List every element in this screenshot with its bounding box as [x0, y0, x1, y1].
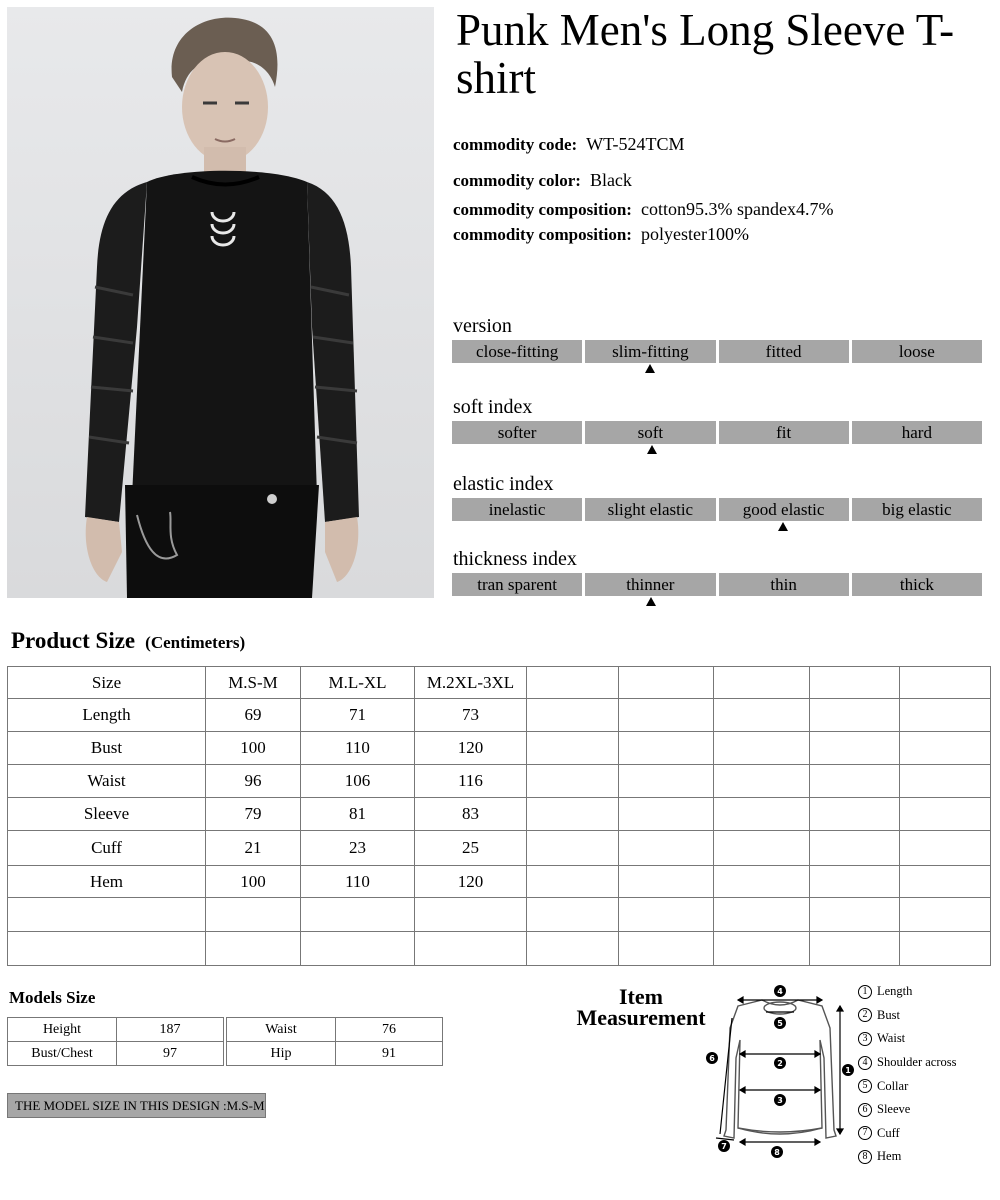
table-cell: Sleeve — [8, 798, 206, 831]
legend-number-icon: 2 — [858, 1008, 872, 1022]
item-measurement-title-line1: Item — [619, 984, 663, 1009]
table-cell — [714, 732, 810, 765]
diagram-label-7: 7 — [721, 1142, 727, 1151]
legend-item — [858, 1004, 957, 1028]
measurement-legend — [858, 980, 957, 1169]
table-cell: 100 — [206, 732, 301, 765]
table-cell: 97 — [117, 1042, 224, 1066]
table-cell — [415, 932, 527, 966]
table-cell — [810, 667, 900, 699]
legend-item — [858, 1122, 957, 1146]
table-cell — [810, 866, 900, 898]
table-cell — [619, 732, 714, 765]
elastic-index-title: elastic index — [453, 473, 554, 495]
table-cell — [900, 898, 991, 932]
table-cell — [810, 932, 900, 966]
table-cell — [527, 798, 619, 831]
table-cell — [810, 831, 900, 866]
legend-item — [858, 980, 957, 1004]
table-cell: 106 — [301, 765, 415, 798]
table-cell — [810, 699, 900, 732]
table-cell — [900, 732, 991, 765]
table-cell — [714, 898, 810, 932]
table-cell: 81 — [301, 798, 415, 831]
table-row — [8, 898, 991, 932]
table-row — [8, 831, 991, 866]
table-cell — [714, 798, 810, 831]
legend-label: Sleeve — [877, 1102, 911, 1117]
table-cell — [527, 699, 619, 732]
table-cell: 96 — [206, 765, 301, 798]
thickness-index-option: thin — [719, 573, 849, 596]
table-cell: 83 — [415, 798, 527, 831]
legend-number-icon: 8 — [858, 1150, 872, 1164]
table-cell — [206, 932, 301, 966]
product-photo — [7, 7, 434, 598]
table-header-cell: M.L-XL — [301, 667, 415, 699]
version-selected-marker-icon — [645, 364, 655, 373]
elastic-index-option: inelastic — [452, 498, 582, 521]
legend-label: Length — [877, 984, 913, 999]
table-cell — [619, 699, 714, 732]
info-label: commodity composition: — [453, 225, 632, 244]
product-size-heading — [11, 628, 245, 654]
table-cell — [900, 798, 991, 831]
info-composition-2 — [453, 224, 749, 245]
table-row — [8, 732, 991, 765]
product-size-title: Product Size — [11, 628, 136, 653]
table-cell — [8, 898, 206, 932]
info-label: commodity color: — [453, 171, 581, 190]
garment-diagram — [700, 978, 860, 1168]
table-cell: Bust — [8, 732, 206, 765]
legend-label: Shoulder across — [877, 1055, 957, 1070]
table-cell: Cuff — [8, 831, 206, 866]
legend-number-icon: 5 — [858, 1079, 872, 1093]
soft-index-option: fit — [719, 421, 849, 444]
table-cell — [900, 932, 991, 966]
table-cell — [714, 866, 810, 898]
table-cell: 71 — [301, 699, 415, 732]
diagram-label-6: 6 — [709, 1054, 715, 1063]
diagram-label-1: 1 — [845, 1066, 851, 1075]
table-cell: Hem — [8, 866, 206, 898]
table-cell: 187 — [117, 1018, 224, 1042]
table-cell: 21 — [206, 831, 301, 866]
table-row — [8, 699, 991, 732]
table-cell — [810, 732, 900, 765]
product-size-table — [7, 666, 991, 966]
elastic-index-selected-marker-icon — [778, 522, 788, 531]
legend-item — [858, 1027, 957, 1051]
table-cell: Waist — [227, 1018, 336, 1042]
diagram-label-5: 5 — [777, 1019, 783, 1028]
table-cell — [527, 932, 619, 966]
table-row — [8, 798, 991, 831]
version-option: loose — [852, 340, 982, 363]
table-cell — [900, 667, 991, 699]
legend-item — [858, 1145, 957, 1169]
thickness-index-option: thick — [852, 573, 982, 596]
legend-number-icon: 6 — [858, 1103, 872, 1117]
table-cell — [527, 866, 619, 898]
model-size-note: THE MODEL SIZE IN THIS DESIGN :M.S-M — [7, 1093, 266, 1118]
legend-item — [858, 1074, 957, 1098]
version-scale — [452, 340, 982, 363]
table-header-cell: M.S-M — [206, 667, 301, 699]
item-measurement-title — [562, 986, 720, 1028]
soft-index-title: soft index — [453, 396, 533, 418]
table-row — [8, 765, 991, 798]
table-cell: Length — [8, 699, 206, 732]
table-header-cell: Size — [8, 667, 206, 699]
table-cell — [619, 798, 714, 831]
info-composition-1 — [453, 199, 833, 220]
legend-number-icon: 3 — [858, 1032, 872, 1046]
table-cell — [619, 932, 714, 966]
legend-item — [858, 1098, 957, 1122]
table-row — [8, 1042, 224, 1066]
table-cell — [714, 932, 810, 966]
table-cell: 100 — [206, 866, 301, 898]
table-cell: 23 — [301, 831, 415, 866]
legend-label: Bust — [877, 1007, 900, 1022]
soft-index-option: soft — [585, 421, 715, 444]
shirt-outline-icon — [700, 978, 860, 1163]
table-cell — [619, 765, 714, 798]
thickness-index-selected-marker-icon — [646, 597, 656, 606]
legend-number-icon: 4 — [858, 1056, 872, 1070]
info-value: polyester100% — [640, 224, 749, 244]
table-cell — [810, 798, 900, 831]
table-cell: 76 — [336, 1018, 443, 1042]
table-cell — [619, 831, 714, 866]
table-cell — [301, 898, 415, 932]
table-cell: 79 — [206, 798, 301, 831]
product-size-unit: (Centimeters) — [145, 633, 246, 652]
item-measurement-title-line2: Measurement — [576, 1005, 706, 1030]
thickness-index-scale — [452, 573, 982, 596]
table-cell — [714, 699, 810, 732]
table-cell — [527, 765, 619, 798]
info-value: cotton95.3% spandex4.7% — [640, 199, 834, 219]
table-cell: 73 — [415, 699, 527, 732]
product-title: Punk Men's Long Sleeve T-shirt — [456, 5, 955, 103]
table-cell — [527, 667, 619, 699]
table-cell: 91 — [336, 1042, 443, 1066]
table-cell — [900, 866, 991, 898]
table-cell: Bust/Chest — [8, 1042, 117, 1066]
table-cell — [810, 898, 900, 932]
table-cell: 120 — [415, 866, 527, 898]
table-row — [227, 1018, 443, 1042]
elastic-index-scale — [452, 498, 982, 521]
models-table-left — [7, 1017, 224, 1066]
info-label: commodity composition: — [453, 200, 632, 219]
table-cell — [714, 831, 810, 866]
table-cell — [527, 732, 619, 765]
table-row — [8, 1018, 224, 1042]
legend-label: Hem — [877, 1149, 902, 1164]
table-cell — [900, 699, 991, 732]
table-cell: Waist — [8, 765, 206, 798]
model-illustration — [7, 7, 434, 598]
table-header-row — [8, 667, 991, 699]
info-color — [453, 170, 632, 191]
table-cell — [619, 898, 714, 932]
table-cell — [415, 898, 527, 932]
table-cell: 116 — [415, 765, 527, 798]
table-cell: 25 — [415, 831, 527, 866]
table-cell: Height — [8, 1018, 117, 1042]
version-option: close-fitting — [452, 340, 582, 363]
table-cell — [8, 932, 206, 966]
table-cell: 110 — [301, 732, 415, 765]
version-option: slim-fitting — [585, 340, 715, 363]
legend-label: Cuff — [877, 1125, 900, 1140]
table-cell — [527, 898, 619, 932]
version-option: fitted — [719, 340, 849, 363]
elastic-index-option: slight elastic — [585, 498, 715, 521]
models-table-right — [226, 1017, 443, 1066]
soft-index-scale — [452, 421, 982, 444]
diagram-label-3: 3 — [777, 1096, 783, 1105]
info-value: WT-524TCM — [586, 134, 685, 154]
table-cell — [206, 898, 301, 932]
table-cell — [301, 932, 415, 966]
diagram-label-2: 2 — [777, 1059, 783, 1068]
soft-index-selected-marker-icon — [647, 445, 657, 454]
table-row — [8, 866, 991, 898]
table-cell — [810, 765, 900, 798]
table-row — [227, 1042, 443, 1066]
thickness-index-title: thickness index — [453, 548, 577, 570]
table-cell: 69 — [206, 699, 301, 732]
info-code — [453, 134, 685, 155]
soft-index-option: hard — [852, 421, 982, 444]
legend-number-icon: 7 — [858, 1126, 872, 1140]
thickness-index-option: tran sparent — [452, 573, 582, 596]
table-header-cell: M.2XL-3XL — [415, 667, 527, 699]
legend-item — [858, 1051, 957, 1075]
table-cell — [619, 866, 714, 898]
table-cell: 120 — [415, 732, 527, 765]
info-value: Black — [589, 170, 632, 190]
table-cell — [714, 667, 810, 699]
table-cell — [900, 765, 991, 798]
legend-label: Collar — [877, 1078, 909, 1093]
legend-label: Waist — [877, 1031, 906, 1046]
soft-index-option: softer — [452, 421, 582, 444]
table-cell: Hip — [227, 1042, 336, 1066]
table-row — [8, 932, 991, 966]
table-cell: 110 — [301, 866, 415, 898]
diagram-label-8: 8 — [774, 1148, 780, 1157]
info-label: commodity code: — [453, 135, 578, 154]
thickness-index-option: thinner — [585, 573, 715, 596]
version-title: version — [453, 315, 512, 337]
table-cell — [714, 765, 810, 798]
elastic-index-option: good elastic — [719, 498, 849, 521]
table-cell — [900, 831, 991, 866]
table-cell — [527, 831, 619, 866]
table-cell — [619, 667, 714, 699]
diagram-label-4: 4 — [777, 987, 783, 996]
models-size-title: Models Size — [9, 988, 96, 1007]
elastic-index-option: big elastic — [852, 498, 982, 521]
legend-number-icon: 1 — [858, 985, 872, 999]
